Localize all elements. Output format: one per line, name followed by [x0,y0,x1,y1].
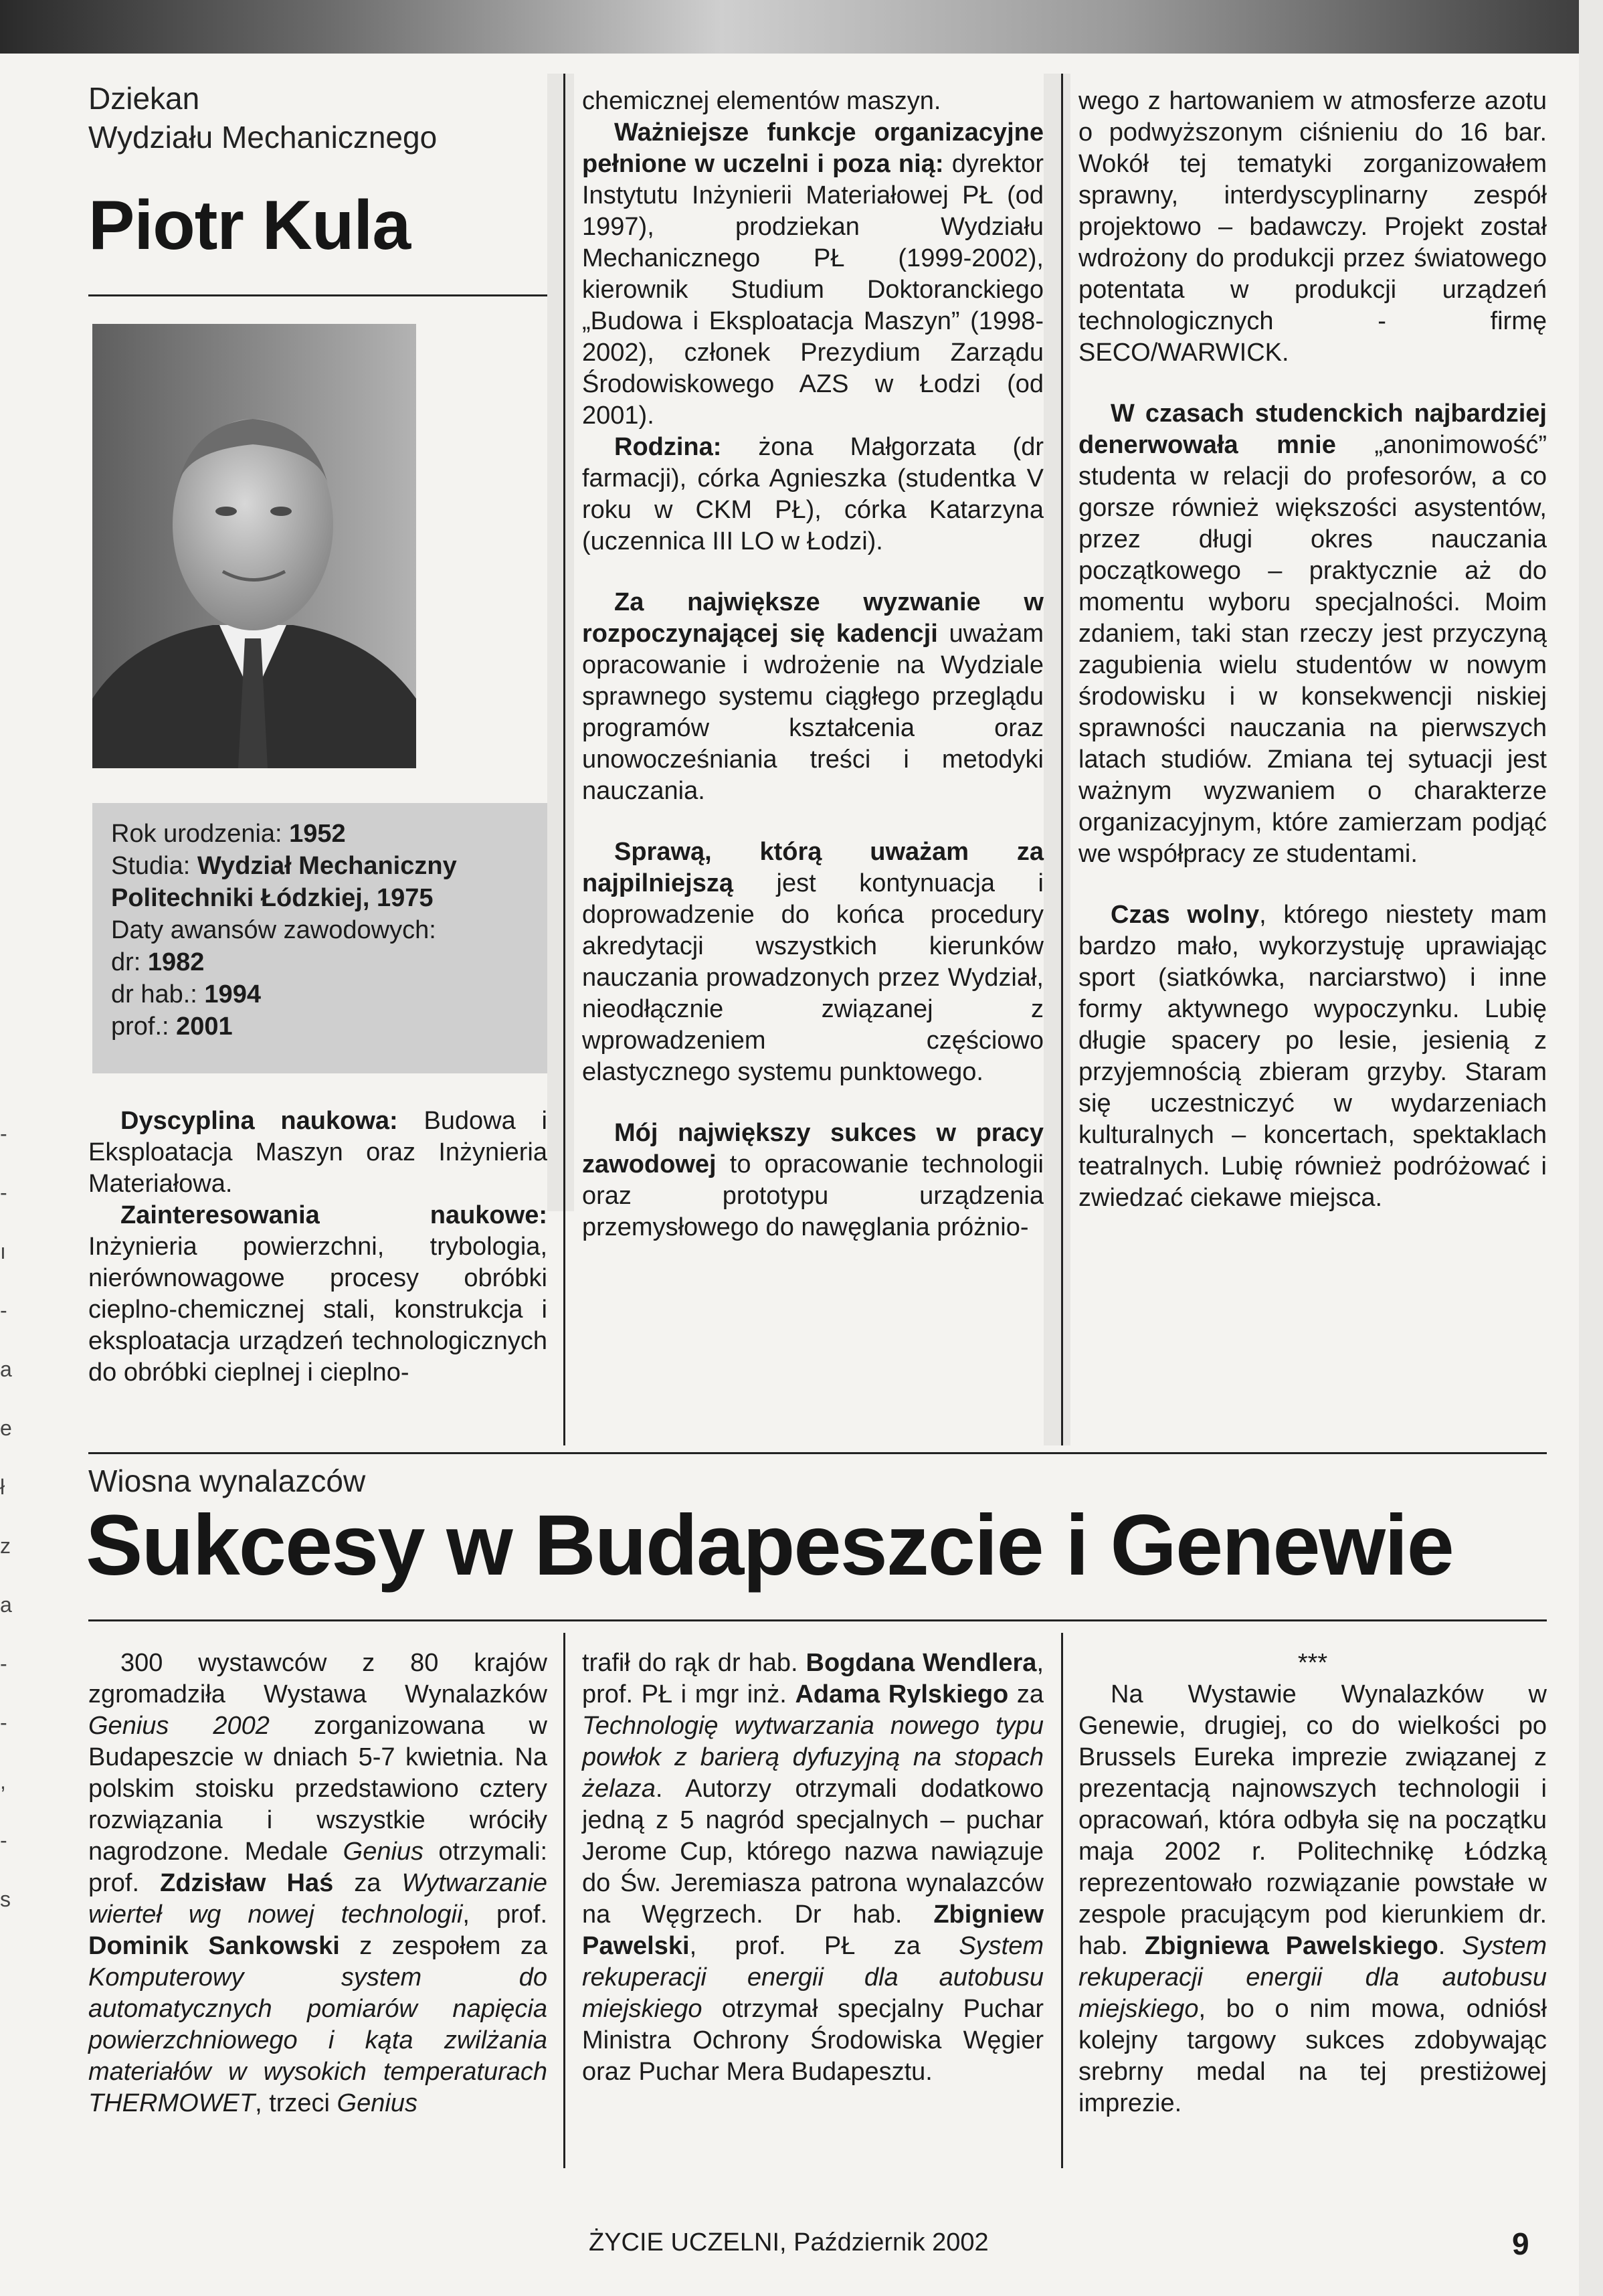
article-divider-1 [563,1633,565,2168]
kicker-line-1: Dziekan [88,81,200,116]
headline-underline [88,1619,1547,1621]
birth-year: 1952 [289,820,346,848]
profile-name: Piotr Kula [88,187,411,264]
profile-kicker [88,79,437,157]
article-divider-2 [1061,1633,1063,2168]
article-column-2: trafił do rąk dr hab. Bogdana Wendlera, prof. PŁ i mgr inż. Adama Rylskiego za Technologię wytwarzania nowego typu powłok z barierą dyfuzyjną na stopach żelaza. Autorzy otrzymali dodatkowo jedną z 5 nagród specjalnych – puchar Jerome Cup, którego nazwa nawiązuje do Św. Jeremiasza patrona wynalazców na Węgrzech. Dr hab. Zbigniew Pawelski, prof. PŁ za System rekuperacji energii dla autobusu miejskiego otrzymał specjalny Puchar Ministra Ochrony Środowiska Węgier oraz Puchar Mera Budapesztu. [582,1649,1044,2086]
page-number: 9 [1512,2226,1529,2261]
article-headline: Sukcesy w Budapeszcie i Genewie [86,1498,1453,1593]
column-divider-1 [563,74,565,1445]
scan-right-edge [1579,0,1603,2296]
dr-year: 1982 [147,948,205,976]
section-label: Wiosna wynalazców [88,1464,366,1498]
profile-column-2: chemicznej elementów maszyn. Ważniejsze funkcje organizacyjne pełnione w uczelni i poza nią: dyrektor Instytutu Inżynierii Materiałowej PŁ (od 1997), prodziekan Wydziału Mechanicznego PŁ (1999-2002), kierownik Studium Doktoranckiego „Budowa i Eksploatacja Maszyn” (1998-2002), członek Prezydium Zarządu Środowiskowego AZS w Łodzi (od 2001). Rodzina: żona Małgorzata (dr farmacji), córka Agnieszka (studentka V roku w CKM PŁ), córka Katarzyna (uczennica III LO w Łodzi). Za największe wyzwanie w rozpoczynającej się kadencji uważam opracowanie i wdrożenie na Wydziale sprawnego systemu ciągłego przeglądu programów kształcenia oraz unowocześniania treści i metodyki nauczania. Sprawą, którą uważam za najpilniejszą jest kontynuacja i doprowadzenie do końca procedury akredytacji wszystkich kierunków nauczania prowadzonych przez Wydział, nieodłącznie związanej z wprowadzeniem częściowo elastycznego systemu punktowego. Mój największy sukces w pracy zawodowej to opracowanie technologii oraz prototypu urządzenia przemysłowego do nawęglania próżnio- [582,87,1044,1241]
portrait-photo [92,324,416,768]
profile-facts-box: Rok urodzenia: 1952 Studia: Wydział Mechaniczny Politechniki Łódzkiej, 1975 Daty awansów zawodowych: dr: 1982 dr hab.: 1994 prof.: 2001 [92,803,547,1073]
binding-margin-marks: - - ı - a e ł z a - - , - s [0,1122,12,1911]
bleed-through-mid [1044,74,1070,1445]
scan-top-band [0,0,1603,54]
section-top-rule [88,1452,1547,1454]
prof-year: 2001 [176,1012,233,1041]
footer-title: ŻYCIE UCZELNI, Październik 2002 [589,2228,989,2257]
article-column-3: *** Na Wystawie Wynalazków w Genewie, drugiej, co do wielkości po Brussels Eureka imprezie związanej z prezentacją najnowszych technologii i opracowań, która odbyła się na początku maja 2002 r. Politechnikę Łódzką reprezentowało rozwiązanie powstałe w zespole pracującym pod kierunkiem dr. hab. Zbigniewa Pawelskiego. System rekuperacji energii dla autobusu miejskiego, bo o nim mowa, odniósł kolejny targowy sukces zdobywając srebrny medal na tej prestiżowej imprezie. [1078,1649,1547,2117]
column-divider-2 [1061,74,1063,1445]
profile-column-1: Dyscyplina naukowa: Budowa i Eksploatacja Maszyn oraz Inżynieria Materiałowa. Zainteresowania naukowe: Inżynieria powierzchni, trybologia, nierównowagowe procesy obróbki cieplno-chemicznej stali, konstrukcja i eksploatacja urządzeń technologicznych do obróbki cieplnej i cieplno- [88,1107,547,1387]
article-column-1: 300 wystawców z 80 krajów zgromadziła Wystawa Wynalazków Genius 2002 zorganizowana w Budapeszcie w dniach 5-7 kwietnia. Na polskim stoisku przedstawiono cztery rozwiązania i wszystkie wróciły nagrodzone. Medale Genius otrzymali: prof. Zdzisław Haś za Wytwarzanie wierteł wg nowej technologii, prof. Dominik Sankowski z zespołem za Komputerowy system do automatycznych pomiarów napięcia powierzchniowego i kąta zwilżania materiałów w wysokich temperaturach THERMOWET, trzeci Genius [88,1649,548,2117]
bleed-through-left [547,74,574,1211]
kicker-line-2: Wydziału Mechanicznego [88,120,438,155]
section-stars: *** [1297,1649,1328,1677]
name-underline [88,294,547,296]
habil-year: 1994 [204,980,261,1008]
profile-column-3: wego z hartowaniem w atmosferze azotu o podwyższonym ciśnieniu do 16 bar. Wokół tej tematyki zorganizowałem sprawny, interdyscyplinarny zespół projektowo – badawczy. Projekt został wdrożony do produkcji przez światowego potentata w produkcji urządzeń technologicznych - firmę SECO/WARWICK. W czasach studenckich najbardziej denerwowała mnie „anonimowość” studenta w relacji do profesorów, a co gorsze również większości asystentów, przez długi okres nauczania początkowego – praktycznie aż do momentu wyboru specjalności. Moim zdaniem, taki stan rzeczy jest przyczyną zagubienia wielu studentów w nowym środowisku i w konsekwencji niskiej sprawności nauczania na pierwszych latach studiów. Zmiana tej sytuacji jest ważnym wyzwaniem o charakterze organizacyjnym, które zamierzam podjąć we współpracy ze studentami. Czas wolny, którego niestety mam bardzo mało, wykorzystuję uprawiając sport (siatkówka, narciarstwo) i inne formy aktywnego wypoczynku. Lubię długie spacery po lesie, jesienią z przyjemnością zbieram grzyby. Staram się uczestniczyć w wydarzeniach kulturalnych – koncertach, spektaklach teatralnych. Lubię również podróżować i zwiedzać ciekawe miejsca. [1078,87,1547,1212]
